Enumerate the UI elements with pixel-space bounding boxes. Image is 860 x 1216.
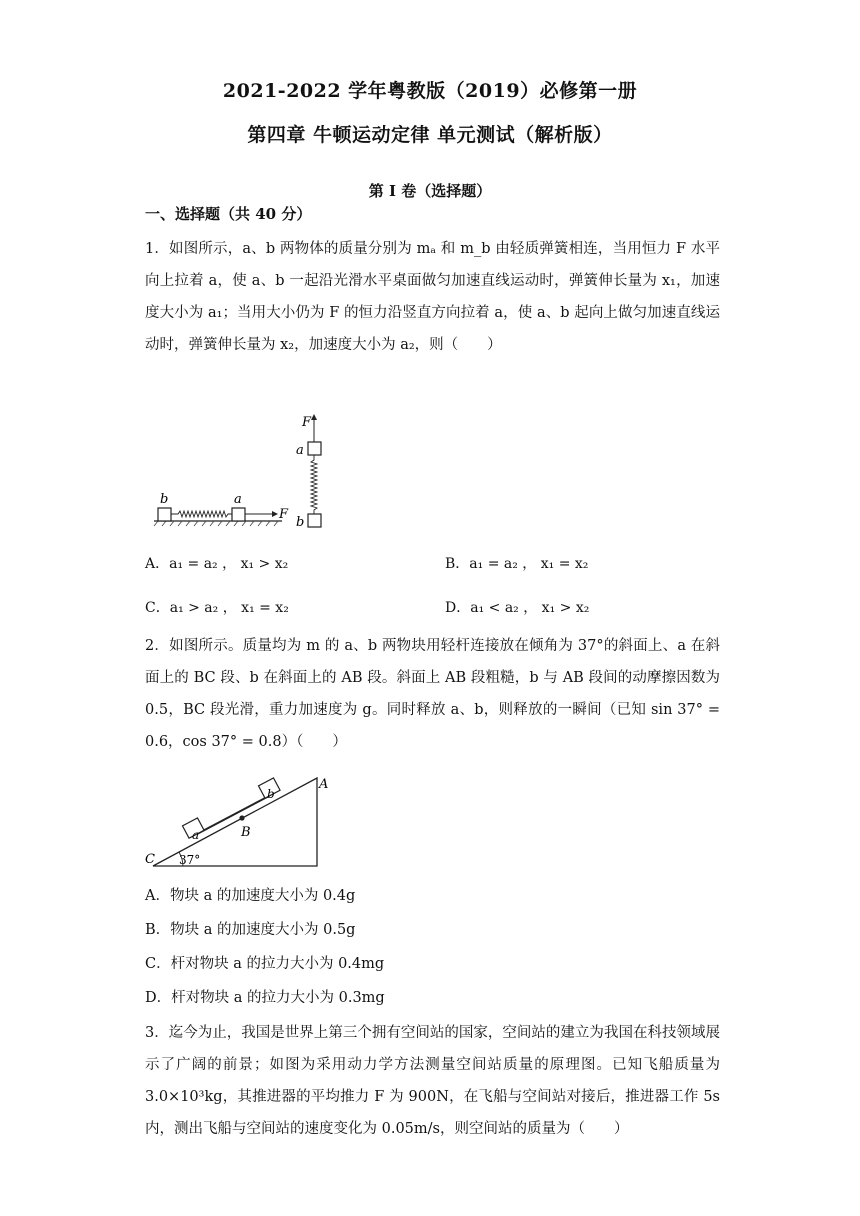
label-angle: 37° [179,853,201,867]
q2-option-c[interactable]: C．杆对物块 a 的拉力大小为 0.4mg [145,956,385,972]
q1-option-d[interactable]: D．a₁ < a₂ ， x₁ > x₂ [445,600,590,616]
block-a-vertical [308,442,321,455]
section-heading: 一、选择题（共 40 分） [145,205,312,223]
block-a [232,508,245,521]
question-2-figure [145,772,345,872]
label-b: b [160,492,169,507]
label-a: a [234,492,242,507]
question-3-text: 3．迄今为止，我国是世界上第三个拥有空间站的国家，空间站的建立为我国在科技领域展示了广阔的前景；如图为采用动力学方法测量空间站质量的原理图。已知飞船质量为 3.0×10³kg，其推进器的平均推力 F 为 900N，在飞船与空间站对接后，推进器工作 5s 内，测出飞船与空间站的速度变化为 0.05m/s，则空间站的质量为（ ） [145,1025,720,1137]
page-title-line2: 第四章 牛顿运动定律 单元测试（解析版） [247,124,613,146]
label-b-incline: b [267,787,275,801]
q1-option-c[interactable]: C．a₁ > a₂ ， x₁ = x₂ [145,600,289,616]
q2-option-d[interactable]: D．杆对物块 a 的拉力大小为 0.3mg [145,990,385,1006]
q1-option-a[interactable]: A．a₁ = a₂ ， x₁ > x₂ [145,556,289,572]
question-1-figure [150,408,350,538]
question-1-text: 1．如图所示，a、b 两物体的质量分别为 mₐ 和 m_b 由轻质弹簧相连，当用恒力 F 水平向上拉着 a，使 a、b 一起沿光滑水平桌面做匀加速直线运动时，弹簧伸长量为 x₁，加速度大小为 a₁；当用大小仍为 F 的恒力沿竖直方向拉着 a，使 a、b 起向上做匀加速直线运动时，弹簧伸长量为 x₂，加速度大小为 a₂，则（ ） [145,241,720,353]
label-a-vertical: a [296,443,304,458]
q1-option-b[interactable]: B．a₁ = a₂ ， x₁ = x₂ [445,556,589,572]
page-title-line1: 2021-2022 学年粤教版（2019）必修第一册 [222,80,638,102]
volume-heading: 第 I 卷（选择题） [368,182,492,200]
block-b-vertical [308,514,321,527]
block-b [158,508,171,521]
label-A: A [319,777,329,792]
question-2-text: 2．如图所示。质量均为 m 的 a、b 两物块用轻杆连接放在倾角为 37°的斜面上、a 在斜面上的 BC 段、b 在斜面上的 AB 段。斜面上 AB 段粗糙，b 与 AB 段间的动摩擦因数为 0.5，BC 段光滑，重力加速度为 g。同时释放 a、b，则释放的一瞬间（已知 sin 37° = 0.6，cos 37° = 0.8）（ ） [145,638,720,750]
label-b-vertical: b [296,515,305,530]
q2-option-a[interactable]: A．物块 a 的加速度大小为 0.4g [145,888,356,904]
label-F-vertical: F [302,415,312,430]
label-a-incline: a [192,828,200,842]
q2-option-b[interactable]: B．物块 a 的加速度大小为 0.5g [145,922,356,938]
label-C: C [145,852,155,867]
label-B: B [241,825,251,840]
label-F: F [279,507,289,522]
